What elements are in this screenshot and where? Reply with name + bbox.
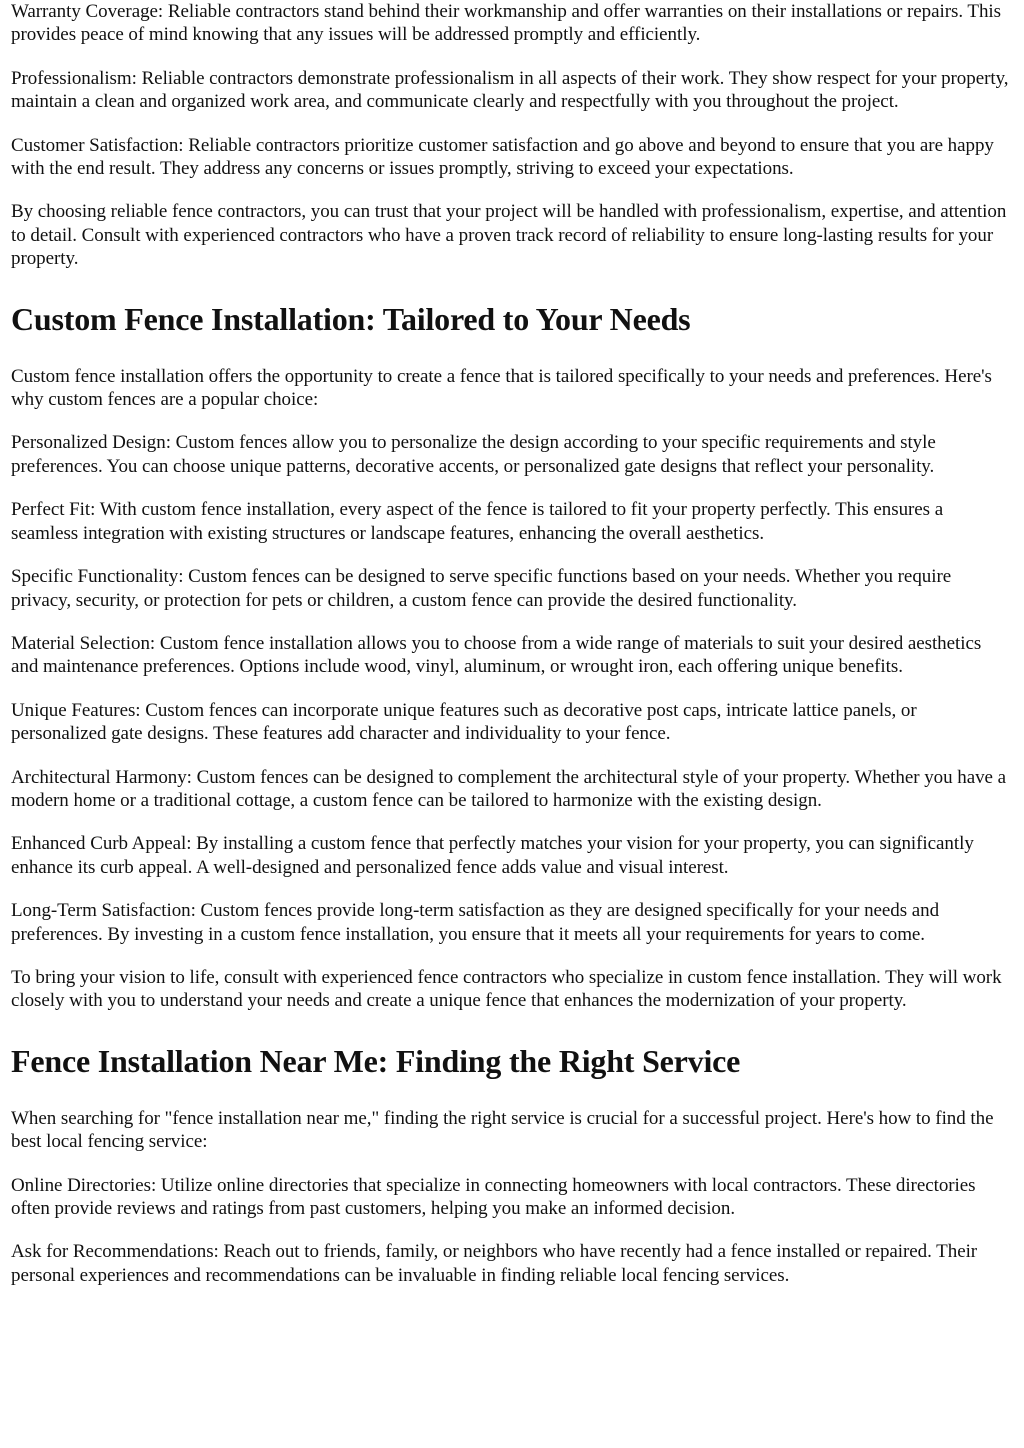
paragraph-long-term-satisfaction: Long-Term Satisfaction: Custom fences provide long-term satisfaction as they are designed specifically for your needs and preferences. By investing in a custom fence installation, you ensure that it meets all your requirements for years to come. [11, 900, 940, 945]
heading-fence-installation-near-me: Fence Installation Near Me: Finding the Right Service [11, 1042, 741, 1079]
paragraph-material-selection: Material Selection: Custom fence installation allows you to choose from a wide range of materials to suit your desired aesthetics and maintenance preferences. Options include wood, vinyl, aluminum, or wrought iron, each offering unique benefits. [11, 632, 982, 678]
heading-custom-fence-installation: Custom Fence Installation: Tailored to Your Needs [11, 300, 691, 337]
paragraph-architectural-harmony: Architectural Harmony: Custom fences can be designed to complement the architectural style of your property. Whether you have a modern home or a traditional cottage, a custom fence can be tailored to harmonize with the existing design. [11, 766, 1007, 811]
paragraph-specific-functionality: Specific Functionality: Custom fences can be designed to serve specific functions based on your needs. Whether you require privacy, security, or protection for pets or children, a custom fence can provide the desired functionality. [11, 566, 952, 611]
paragraph-custom-conclusion: To bring your vision to life, consult with experienced fence contractors who specialize in custom fence installation. They will work closely with you to understand your needs and create a unique fence that enhances the modernization of your property. [11, 966, 1002, 1012]
paragraph-warranty-coverage: Warranty Coverage: Reliable contractors stand behind their workmanship and offer warranties on their installations or repairs. This provides peace of mind knowing that any issues will be addressed promptly and efficiently. [11, 1, 1002, 46]
paragraph-online-directories: Online Directories: Utilize online directories that specialize in connecting homeowners with local contractors. These directories often provide reviews and ratings from past customers, helping you make an informed decision. [11, 1174, 976, 1219]
paragraph-near-me-intro: When searching for "fence installation near me," finding the right service is crucial for a successful project. Here's how to find the best local fencing service: [11, 1107, 994, 1153]
paragraph-professionalism: Professionalism: Reliable contractors demonstrate professionalism in all aspects of their work. They show respect for your property, maintain a clean and organized work area, and communicate clearly and respectfully with you throughout the project. [11, 67, 1009, 113]
paragraph-ask-for-recommendations: Ask for Recommendations: Reach out to friends, family, or neighbors who have recently had a fence installed or repaired. Their personal experiences and recommendations can be invaluable in finding reliable local fencing services. [11, 1241, 978, 1286]
paragraph-perfect-fit: Perfect Fit: With custom fence installation, every aspect of the fence is tailored to fit your property perfectly. This ensures a seamless integration with existing structures or landscape features, enhancing the overall aesthetics. [11, 499, 944, 544]
paragraph-choosing-reliable-contractors: By choosing reliable fence contractors, you can trust that your project will be handled with professionalism, expertise, and attention to detail. Consult with experienced contractors who have a proven track record of reliability to ensure long-lasting results for your property. [11, 201, 1007, 270]
paragraph-enhanced-curb-appeal: Enhanced Curb Appeal: By installing a custom fence that perfectly matches your vision for your property, you can significantly enhance its curb appeal. A well-designed and personalized fence adds value and visual interest. [11, 833, 974, 878]
section-custom-fence-installation [11, 299, 1013, 1013]
section-fence-installation-near-me [11, 1041, 1013, 1287]
paragraph-personalized-design: Personalized Design: Custom fences allow you to personalize the design according to your specific requirements and style preferences. You can choose unique patterns, decorative accents, or personalized gate designs that reflect your personality. [11, 432, 936, 477]
paragraph-custom-intro: Custom fence installation offers the opportunity to create a fence that is tailored specifically to your needs and preferences. Here's why custom fences are a popular choice: [11, 365, 992, 411]
paragraph-customer-satisfaction: Customer Satisfaction: Reliable contractors prioritize customer satisfaction and go above and beyond to ensure that you are happy with the end result. They address any concerns or issues promptly, striving to exceed your expectations. [11, 134, 994, 180]
paragraph-unique-features: Unique Features: Custom fences can incorporate unique features such as decorative post caps, intricate lattice panels, or personalized gate designs. These features add character and individuality to your fence. [11, 699, 917, 745]
